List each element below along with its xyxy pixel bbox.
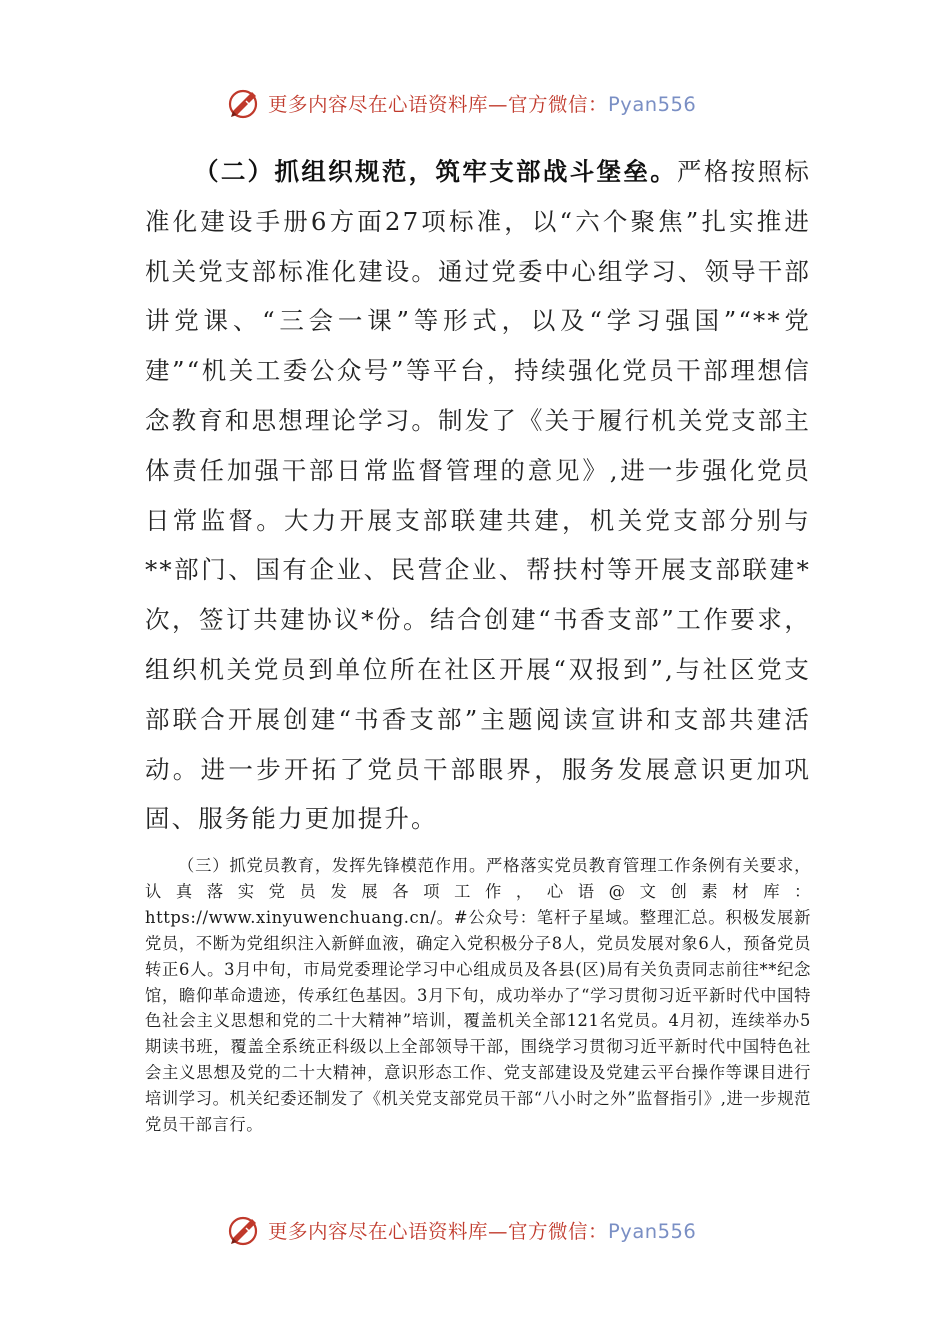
pen-seal-icon xyxy=(226,1212,262,1248)
watermark-text: 更多内容尽在心语资料库—官方微信： xyxy=(268,93,609,116)
watermark-header xyxy=(226,83,726,123)
section-2-body: 严格按照标准化建设手册6方面27项标准，以“六个聚焦”扎实推进机关党支部标准化建设。通过党委中心组学习、领导干部讲党课、“三会一课”等形式，以及“学习强国”“**党建”“机关工委公众号”等平台，持续强化党员干部理想信念教育和思想理论学习。制发了《关于履行机关党支部主体责任加强干部日常监督管理的意见》,进一步强化党员日常监督。大力开展支部联建共建，机关党支部分别与**部门、国有企业、民营企业、帮扶村等开展支部联建*次，签订共建协议*份。结合创建“书香支部”工作要求，组织机关党员到单位所在社区开展“双报到”,与社区党支部联合开展创建“书香支部”主题阅读宣讲和支部共建活动。进一步开拓了党员干部眼界，服务发展意识更加巩固、服务能力更加提升。 xyxy=(145,157,811,834)
pen-seal-icon xyxy=(226,85,262,121)
watermark-wechat-id: Pyan556 xyxy=(608,1220,697,1243)
section-2-heading: （二）抓组织规范，筑牢支部战斗堡垒。 xyxy=(194,157,678,186)
watermark-footer xyxy=(226,1210,726,1250)
section-3-paragraph: （三）抓党员教育，发挥先锋模范作用。严格落实党员教育管理工作条例有关要求，认真落实党员发展各项工作，心语@文创素材库：https://www.xinyuwenchuang.cn/。#公众号：笔杆子星域。整理汇总。积极发展新党员，不断为党组织注入新鲜血液，确定入党积极分子8人，党员发展对象6人，预备党员转正6人。3月中旬，市局党委理论学习中心组成员及各县(区)局有关负责同志前往**纪念馆，瞻仰革命遗迹，传承红色基因。3月下旬，成功举办了“学习贯彻习近平新时代中国特色社会主义思想和党的二十大精神”培训，覆盖机关全部121名党员。4月初，连续举办5期读书班，覆盖全系统正科级以上全部领导干部，围绕学习贯彻习近平新时代中国特色社会主义思想及党的二十大精神，意识形态工作、党支部建设及党建云平台操作等课目进行培训学习。机关纪委还制发了《机关党支部党员干部“八小时之外”监督指引》,进一步规范党员干部言行。 xyxy=(145,856,811,1135)
watermark-text: 更多内容尽在心语资料库—官方微信： xyxy=(268,1220,609,1243)
section-2-paragraph xyxy=(145,147,811,844)
watermark-wechat-id: Pyan556 xyxy=(608,93,697,116)
